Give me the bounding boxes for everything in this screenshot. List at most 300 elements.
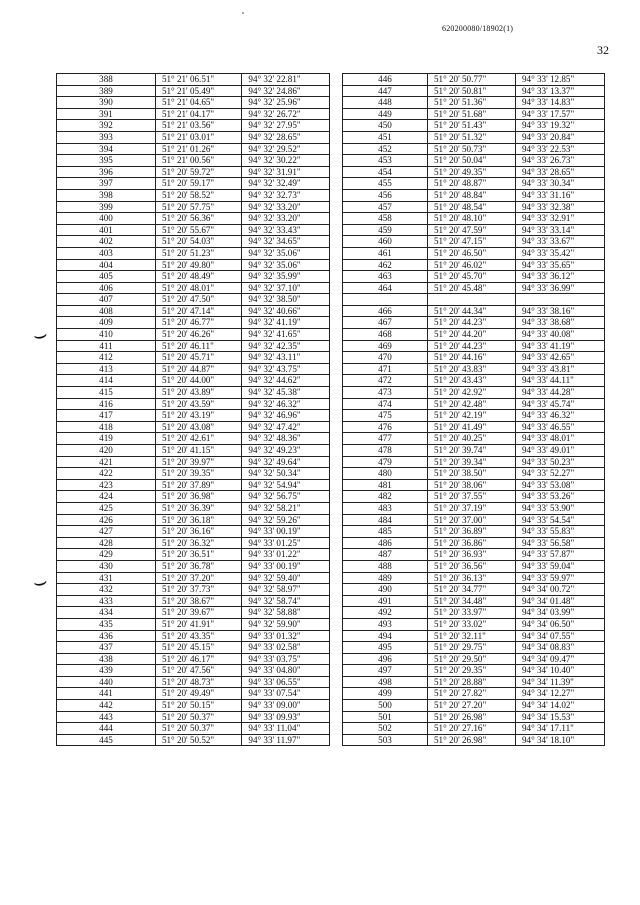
- table-row: [343, 421, 605, 433]
- longitude-cell: 94° 34' 10.40": [516, 665, 605, 677]
- latitude-cell: 51° 20' 46.02": [428, 259, 516, 271]
- latitude-cell: 51° 20' 48.01": [155, 282, 241, 294]
- longitude-cell: 94° 32' 45.38": [242, 387, 330, 399]
- table-row: [343, 131, 605, 143]
- latitude-cell: 51° 20' 43.19": [155, 410, 241, 422]
- table-row: [57, 688, 330, 700]
- point-number-cell: 439: [57, 665, 156, 677]
- latitude-cell: 51° 20' 42.61": [155, 433, 241, 445]
- table-row: [343, 665, 605, 677]
- longitude-cell: 94° 34' 11.39": [516, 676, 605, 688]
- latitude-cell: 51° 21' 04.17": [155, 108, 241, 120]
- point-number-cell: 475: [343, 410, 428, 422]
- point-number-cell: 426: [57, 514, 156, 526]
- point-number-cell: 449: [343, 108, 428, 120]
- longitude-cell: 94° 33' 26.73": [516, 155, 605, 167]
- longitude-cell: 94° 32' 59.40": [242, 572, 330, 584]
- point-number-cell: 416: [57, 398, 156, 410]
- longitude-cell: 94° 32' 31.91": [242, 166, 330, 178]
- point-number-cell: 458: [343, 213, 428, 225]
- point-number-cell: 455: [343, 178, 428, 190]
- latitude-cell: 51° 20' 44.23": [428, 340, 516, 352]
- longitude-cell: 94° 33' 02.58": [242, 642, 330, 654]
- table-row: [57, 236, 330, 248]
- table-row: [343, 711, 605, 723]
- table-row: [343, 514, 605, 526]
- table-row: [343, 642, 605, 654]
- table-row: [57, 387, 330, 399]
- table-row: [343, 155, 605, 167]
- longitude-cell: 94° 33' 49.01": [516, 445, 605, 457]
- latitude-cell: 51° 20' 50.37": [155, 723, 241, 735]
- longitude-cell: 94° 33' 35.65": [516, 259, 605, 271]
- table-row: [343, 375, 605, 387]
- table-row: [57, 224, 330, 236]
- table-row: [343, 445, 605, 457]
- longitude-cell: 94° 32' 43.75": [242, 363, 330, 375]
- latitude-cell: 51° 20' 43.08": [155, 421, 241, 433]
- table-row: [57, 618, 330, 630]
- table-row: [343, 502, 605, 514]
- point-number-cell: 401: [57, 224, 156, 236]
- point-number-cell: 437: [57, 642, 156, 654]
- latitude-cell: 51° 20' 50.37": [155, 711, 241, 723]
- point-number-cell: 445: [57, 734, 156, 746]
- longitude-cell: 94° 33' 30.34": [516, 178, 605, 190]
- longitude-cell: 94° 32' 35.99": [242, 271, 330, 283]
- point-number-cell: 502: [343, 723, 428, 735]
- latitude-cell: 51° 20' 37.20": [155, 572, 241, 584]
- table-row: [343, 201, 605, 213]
- table-row: [343, 723, 605, 735]
- table-row: [57, 363, 330, 375]
- table-row: [57, 433, 330, 445]
- latitude-cell: 51° 20' 36.13": [428, 572, 516, 584]
- table-row: [57, 642, 330, 654]
- latitude-cell: 51° 20' 36.32": [155, 537, 241, 549]
- table-row: [57, 282, 330, 294]
- longitude-cell: 94° 33' 36.12": [516, 271, 605, 283]
- latitude-cell: 51° 20' 33.02": [428, 618, 516, 630]
- latitude-cell: 51° 20' 45.71": [155, 352, 241, 364]
- latitude-cell: 51° 20' 26.98": [428, 734, 516, 746]
- table-row: [57, 143, 330, 155]
- latitude-cell: 51° 20' 38.50": [428, 468, 516, 480]
- point-number-cell: 405: [57, 271, 156, 283]
- longitude-cell: 94° 32' 59.26": [242, 514, 330, 526]
- point-number-cell: 488: [343, 560, 428, 572]
- latitude-cell: 51° 20' 34.77": [428, 584, 516, 596]
- latitude-cell: 51° 20' 47.56": [155, 665, 241, 677]
- longitude-cell: 94° 32' 38.50": [242, 294, 330, 306]
- margin-pen-mark: ⌣: [30, 320, 50, 349]
- latitude-cell: 51° 20' 37.19": [428, 502, 516, 514]
- table-row: [343, 74, 605, 86]
- longitude-cell: 94° 32' 43.11": [242, 352, 330, 364]
- latitude-cell: 51° 20' 44.23": [428, 317, 516, 329]
- point-number-cell: 484: [343, 514, 428, 526]
- point-number-cell: 494: [343, 630, 428, 642]
- table-row: [57, 560, 330, 572]
- latitude-cell: 51° 20' 37.73": [155, 584, 241, 596]
- longitude-cell: 94° 33' 19.32": [516, 120, 605, 132]
- point-number-cell: 410: [57, 329, 156, 341]
- table-row: [57, 456, 330, 468]
- table-row: [57, 97, 330, 109]
- latitude-cell: 51° 20' 36.98": [155, 491, 241, 503]
- point-number-cell: 434: [57, 607, 156, 619]
- longitude-cell: 94° 32' 35.06": [242, 247, 330, 259]
- longitude-cell: 94° 32' 59.90": [242, 618, 330, 630]
- latitude-cell: 51° 20' 51.36": [428, 97, 516, 109]
- latitude-cell: 51° 20' 55.67": [155, 224, 241, 236]
- point-number-cell: 441: [57, 688, 156, 700]
- table-row: [57, 711, 330, 723]
- table-row: [343, 352, 605, 364]
- longitude-cell: [516, 294, 605, 306]
- table-row: [343, 178, 605, 190]
- point-number-cell: 481: [343, 479, 428, 491]
- table-row: [57, 584, 330, 596]
- latitude-cell: 51° 20' 44.00": [155, 375, 241, 387]
- point-number-cell: 419: [57, 433, 156, 445]
- point-number-cell: 389: [57, 85, 156, 97]
- latitude-cell: 51° 20' 46.17": [155, 653, 241, 665]
- table-row: [343, 456, 605, 468]
- table-row: [343, 294, 605, 306]
- latitude-cell: 51° 20' 50.81": [428, 85, 516, 97]
- latitude-cell: 51° 20' 45.48": [428, 282, 516, 294]
- point-number-cell: 469: [343, 340, 428, 352]
- table-row: [57, 491, 330, 503]
- table-row: [343, 398, 605, 410]
- longitude-cell: 94° 32' 41.19": [242, 317, 330, 329]
- longitude-cell: 94° 33' 52.27": [516, 468, 605, 480]
- longitude-cell: 94° 32' 28.65": [242, 131, 330, 143]
- latitude-cell: 51° 20' 26.98": [428, 711, 516, 723]
- point-number-cell: 474: [343, 398, 428, 410]
- longitude-cell: 94° 33' 32.38": [516, 201, 605, 213]
- longitude-cell: 94° 33' 14.83": [516, 97, 605, 109]
- table-row: [57, 259, 330, 271]
- table-row: [57, 201, 330, 213]
- point-number-cell: 440: [57, 676, 156, 688]
- longitude-cell: 94° 33' 31.16": [516, 189, 605, 201]
- point-number-cell: 417: [57, 410, 156, 422]
- margin-pen-mark: ⌣: [30, 567, 50, 596]
- point-number-cell: 415: [57, 387, 156, 399]
- point-number-cell: 395: [57, 155, 156, 167]
- point-number-cell: 422: [57, 468, 156, 480]
- table-row: [343, 734, 605, 746]
- longitude-cell: 94° 33' 53.08": [516, 479, 605, 491]
- latitude-cell: 51° 20' 49.80": [155, 259, 241, 271]
- latitude-cell: 51° 20' 44.16": [428, 352, 516, 364]
- longitude-cell: 94° 33' 43.81": [516, 363, 605, 375]
- latitude-cell: 51° 20' 40.25": [428, 433, 516, 445]
- longitude-cell: 94° 33' 55.83": [516, 526, 605, 538]
- point-number-cell: 412: [57, 352, 156, 364]
- table-row: [57, 549, 330, 561]
- table-row: [343, 410, 605, 422]
- latitude-cell: 51° 20' 45.70": [428, 271, 516, 283]
- latitude-cell: 51° 20' 48.10": [428, 213, 516, 225]
- point-number-cell: 462: [343, 259, 428, 271]
- point-number-cell: 501: [343, 711, 428, 723]
- point-number-cell: 414: [57, 375, 156, 387]
- table-row: [343, 236, 605, 248]
- latitude-cell: 51° 20' 50.52": [155, 734, 241, 746]
- latitude-cell: 51° 20' 43.35": [155, 630, 241, 642]
- table-row: [57, 85, 330, 97]
- latitude-cell: 51° 20' 43.43": [428, 375, 516, 387]
- point-number-cell: 435: [57, 618, 156, 630]
- latitude-cell: 51° 20' 42.48": [428, 398, 516, 410]
- latitude-cell: 51° 20' 44.20": [428, 329, 516, 341]
- point-number-cell: 492: [343, 607, 428, 619]
- table-row: [343, 305, 605, 317]
- point-number-cell: 497: [343, 665, 428, 677]
- longitude-cell: 94° 33' 59.97": [516, 572, 605, 584]
- longitude-cell: 94° 32' 47.42": [242, 421, 330, 433]
- table-row: [57, 375, 330, 387]
- table-row: [343, 340, 605, 352]
- point-number-cell: 388: [57, 74, 156, 86]
- latitude-cell: 51° 20' 37.55": [428, 491, 516, 503]
- longitude-cell: 94° 32' 37.10": [242, 282, 330, 294]
- point-number-cell: 424: [57, 491, 156, 503]
- table-row: [343, 282, 605, 294]
- longitude-cell: 94° 32' 32.49": [242, 178, 330, 190]
- point-number-cell: 499: [343, 688, 428, 700]
- point-number-cell: 447: [343, 85, 428, 97]
- point-number-cell: 442: [57, 700, 156, 712]
- point-number-cell: 423: [57, 479, 156, 491]
- longitude-cell: 94° 32' 32.73": [242, 189, 330, 201]
- longitude-cell: 94° 33' 01.25": [242, 537, 330, 549]
- point-number-cell: 464: [343, 282, 428, 294]
- latitude-cell: 51° 21' 03.01": [155, 131, 241, 143]
- longitude-cell: 94° 32' 50.34": [242, 468, 330, 480]
- table-row: [343, 653, 605, 665]
- latitude-cell: 51° 20' 38.67": [155, 595, 241, 607]
- point-number-cell: 425: [57, 502, 156, 514]
- longitude-cell: 94° 33' 11.97": [242, 734, 330, 746]
- table-row: [57, 271, 330, 283]
- table-row: [57, 317, 330, 329]
- table-row: [57, 294, 330, 306]
- table-row: [343, 584, 605, 596]
- latitude-cell: 51° 20' 37.89": [155, 479, 241, 491]
- longitude-cell: 94° 32' 41.65": [242, 329, 330, 341]
- point-number-cell: 495: [343, 642, 428, 654]
- point-number-cell: 402: [57, 236, 156, 248]
- latitude-cell: 51° 20' 50.73": [428, 143, 516, 155]
- latitude-cell: 51° 20' 42.19": [428, 410, 516, 422]
- longitude-cell: 94° 33' 01.32": [242, 630, 330, 642]
- latitude-cell: 51° 20' 27.20": [428, 700, 516, 712]
- latitude-cell: 51° 21' 00.56": [155, 155, 241, 167]
- latitude-cell: 51° 20' 42.92": [428, 387, 516, 399]
- latitude-cell: 51° 20' 37.00": [428, 514, 516, 526]
- latitude-cell: 51° 20' 50.77": [428, 74, 516, 86]
- latitude-cell: 51° 20' 39.34": [428, 456, 516, 468]
- longitude-cell: 94° 32' 58.74": [242, 595, 330, 607]
- point-number-cell: 503: [343, 734, 428, 746]
- longitude-cell: 94° 32' 58.88": [242, 607, 330, 619]
- longitude-cell: 94° 33' 41.19": [516, 340, 605, 352]
- table-row: [57, 630, 330, 642]
- longitude-cell: 94° 32' 54.94": [242, 479, 330, 491]
- longitude-cell: 94° 32' 40.66": [242, 305, 330, 317]
- longitude-cell: 94° 33' 36.99": [516, 282, 605, 294]
- latitude-cell: 51° 20' 45.15": [155, 642, 241, 654]
- longitude-cell: 94° 33' 56.58": [516, 537, 605, 549]
- latitude-cell: 51° 21' 04.65": [155, 97, 241, 109]
- latitude-cell: 51° 20' 36.39": [155, 502, 241, 514]
- table-row: [343, 676, 605, 688]
- longitude-cell: 94° 33' 17.57": [516, 108, 605, 120]
- latitude-cell: 51° 20' 39.35": [155, 468, 241, 480]
- table-row: [343, 317, 605, 329]
- table-row: [57, 155, 330, 167]
- point-number-cell: 406: [57, 282, 156, 294]
- table-row: [343, 247, 605, 259]
- table-row: [57, 653, 330, 665]
- longitude-cell: 94° 32' 35.06": [242, 259, 330, 271]
- point-number-cell: 398: [57, 189, 156, 201]
- longitude-cell: 94° 33' 13.37": [516, 85, 605, 97]
- longitude-cell: 94° 34' 17.11": [516, 723, 605, 735]
- longitude-cell: 94° 33' 54.54": [516, 514, 605, 526]
- point-number-cell: 409: [57, 317, 156, 329]
- point-number-cell: 438: [57, 653, 156, 665]
- table-row: [343, 560, 605, 572]
- latitude-cell: 51° 20' 49.35": [428, 166, 516, 178]
- table-row: [57, 74, 330, 86]
- latitude-cell: 51° 20' 38.06": [428, 479, 516, 491]
- longitude-cell: 94° 32' 49.64": [242, 456, 330, 468]
- point-number-cell: 478: [343, 445, 428, 457]
- point-number-cell: 460: [343, 236, 428, 248]
- table-row: [343, 271, 605, 283]
- point-number-cell: 392: [57, 120, 156, 132]
- latitude-cell: 51° 20' 48.73": [155, 676, 241, 688]
- table-row: [57, 479, 330, 491]
- longitude-cell: 94° 33' 00.19": [242, 526, 330, 538]
- longitude-cell: 94° 32' 27.95": [242, 120, 330, 132]
- latitude-cell: 51° 20' 44.87": [155, 363, 241, 375]
- longitude-cell: 94° 34' 18.10": [516, 734, 605, 746]
- longitude-cell: 94° 33' 44.11": [516, 375, 605, 387]
- longitude-cell: 94° 33' 57.87": [516, 549, 605, 561]
- table-row: [343, 468, 605, 480]
- point-number-cell: 418: [57, 421, 156, 433]
- point-number-cell: 421: [57, 456, 156, 468]
- table-row: [343, 688, 605, 700]
- table-row: [343, 491, 605, 503]
- point-number-cell: 483: [343, 502, 428, 514]
- latitude-cell: 51° 20' 46.50": [428, 247, 516, 259]
- latitude-cell: 51° 20' 34.48": [428, 595, 516, 607]
- table-row: [343, 595, 605, 607]
- table-row: [57, 305, 330, 317]
- longitude-cell: 94° 33' 03.75": [242, 653, 330, 665]
- table-row: [57, 329, 330, 341]
- table-row: [343, 537, 605, 549]
- longitude-cell: 94° 33' 45.74": [516, 398, 605, 410]
- longitude-cell: 94° 33' 42.65": [516, 352, 605, 364]
- point-number-cell: 429: [57, 549, 156, 561]
- point-number-cell: 496: [343, 653, 428, 665]
- table-row: [57, 723, 330, 735]
- point-number-cell: 480: [343, 468, 428, 480]
- longitude-cell: 94° 32' 46.32": [242, 398, 330, 410]
- table-row: [57, 665, 330, 677]
- table-row: [57, 213, 330, 225]
- table-row: [57, 734, 330, 746]
- point-number-cell: 467: [343, 317, 428, 329]
- point-number-cell: 490: [343, 584, 428, 596]
- longitude-cell: 94° 33' 53.90": [516, 502, 605, 514]
- table-row: [343, 259, 605, 271]
- latitude-cell: 51° 20' 58.52": [155, 189, 241, 201]
- latitude-cell: 51° 20' 27.16": [428, 723, 516, 735]
- latitude-cell: 51° 21' 03.56": [155, 120, 241, 132]
- latitude-cell: 51° 20' 46.77": [155, 317, 241, 329]
- latitude-cell: 51° 20' 32.11": [428, 630, 516, 642]
- longitude-cell: 94° 34' 14.02": [516, 700, 605, 712]
- latitude-cell: 51° 20' 56.36": [155, 213, 241, 225]
- point-number-cell: 390: [57, 97, 156, 109]
- point-number-cell: 432: [57, 584, 156, 596]
- longitude-cell: 94° 33' 09.00": [242, 700, 330, 712]
- table-row: [343, 630, 605, 642]
- latitude-cell: 51° 20' 54.03": [155, 236, 241, 248]
- point-number-cell: 473: [343, 387, 428, 399]
- latitude-cell: 51° 20' 33.97": [428, 607, 516, 619]
- table-row: [343, 166, 605, 178]
- table-row: [343, 213, 605, 225]
- longitude-cell: 94° 33' 48.01": [516, 433, 605, 445]
- latitude-cell: [428, 294, 516, 306]
- longitude-cell: 94° 32' 58.21": [242, 502, 330, 514]
- latitude-cell: 51° 20' 43.59": [155, 398, 241, 410]
- table-row: [343, 189, 605, 201]
- table-row: [343, 479, 605, 491]
- left-table-body: [57, 74, 330, 746]
- longitude-cell: 94° 32' 33.20": [242, 201, 330, 213]
- longitude-cell: 94° 33' 53.26": [516, 491, 605, 503]
- latitude-cell: 51° 20' 48.49": [155, 271, 241, 283]
- longitude-cell: 94° 33' 28.65": [516, 166, 605, 178]
- latitude-cell: 51° 20' 48.84": [428, 189, 516, 201]
- table-row: [343, 607, 605, 619]
- point-number-cell: 407: [57, 294, 156, 306]
- latitude-cell: 51° 20' 41.15": [155, 445, 241, 457]
- longitude-cell: 94° 33' 20.84": [516, 131, 605, 143]
- latitude-cell: 51° 20' 43.83": [428, 363, 516, 375]
- point-number-cell: 456: [343, 189, 428, 201]
- latitude-cell: 51° 20' 39.74": [428, 445, 516, 457]
- longitude-cell: 94° 33' 38.68": [516, 317, 605, 329]
- longitude-cell: 94° 33' 59.04": [516, 560, 605, 572]
- point-number-cell: 403: [57, 247, 156, 259]
- latitude-cell: 51° 20' 29.35": [428, 665, 516, 677]
- longitude-cell: 94° 32' 24.86": [242, 85, 330, 97]
- longitude-cell: 94° 33' 44.28": [516, 387, 605, 399]
- point-number-cell: 498: [343, 676, 428, 688]
